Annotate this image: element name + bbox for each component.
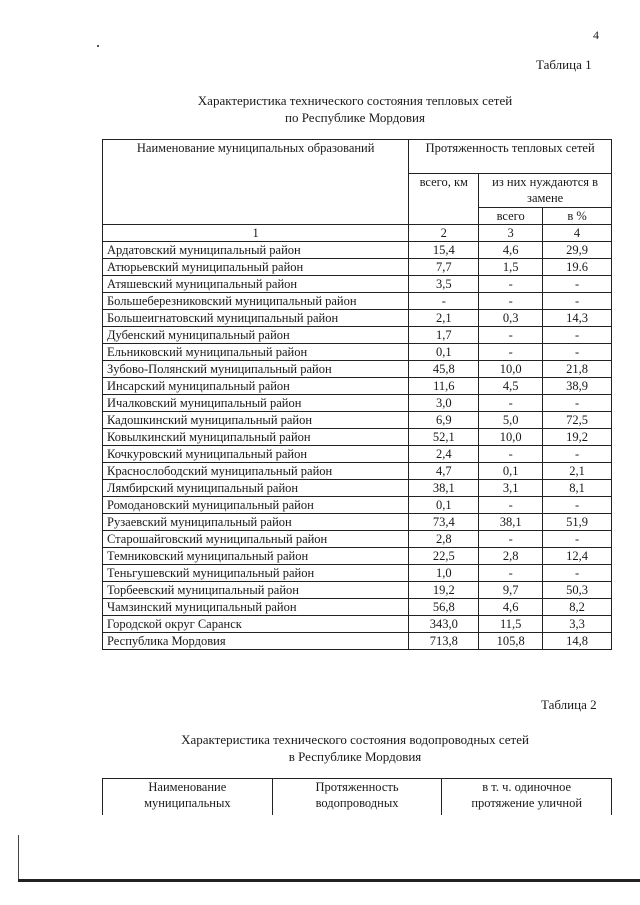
need-replace-total: - bbox=[479, 344, 543, 361]
need-replace-percent: 38,9 bbox=[543, 378, 612, 395]
scan-edge-bottom bbox=[18, 879, 640, 882]
length-total-km: 56,8 bbox=[409, 599, 479, 616]
page-number: 4 bbox=[593, 28, 599, 42]
scan-edge-left bbox=[18, 835, 19, 880]
municipality-name: Ромодановский муниципальный район bbox=[103, 497, 409, 514]
municipality-name: Торбеевский муниципальный район bbox=[103, 582, 409, 599]
municipality-name: Ковылкинский муниципальный район bbox=[103, 429, 409, 446]
municipality-name: Ичалковский муниципальный район bbox=[103, 395, 409, 412]
heating-networks-table bbox=[102, 139, 612, 650]
length-total-km: 22,5 bbox=[409, 548, 479, 565]
table-row bbox=[103, 259, 612, 276]
table-row bbox=[103, 616, 612, 633]
municipality-name: Старошайговский муниципальный район bbox=[103, 531, 409, 548]
length-total-km: 52,1 bbox=[409, 429, 479, 446]
table-row bbox=[103, 531, 612, 548]
table2-title bbox=[100, 731, 610, 765]
header-total: всего bbox=[479, 208, 543, 225]
municipality-name: Ельниковский муниципальный район bbox=[103, 344, 409, 361]
table1-title bbox=[100, 92, 610, 126]
table1-title-line2: по Республике Мордовия bbox=[285, 110, 425, 125]
municipality-name: Зубово-Полянский муниципальный район bbox=[103, 361, 409, 378]
need-replace-total: - bbox=[479, 565, 543, 582]
municipality-name: Дубенский муниципальный район bbox=[103, 327, 409, 344]
table-row bbox=[103, 293, 612, 310]
length-total-km: 1,7 bbox=[409, 327, 479, 344]
table-row bbox=[103, 344, 612, 361]
length-total-km: 1,0 bbox=[409, 565, 479, 582]
length-total-km: 45,8 bbox=[409, 361, 479, 378]
table-row bbox=[103, 480, 612, 497]
table-row bbox=[103, 599, 612, 616]
scan-speck bbox=[97, 45, 99, 47]
table-row bbox=[103, 633, 612, 650]
municipality-name: Городской округ Саранск bbox=[103, 616, 409, 633]
col-number-1: 1 bbox=[103, 225, 409, 242]
municipality-name: Ардатовский муниципальный район bbox=[103, 242, 409, 259]
need-replace-percent: - bbox=[543, 531, 612, 548]
need-replace-total: - bbox=[479, 531, 543, 548]
length-total-km: 2,8 bbox=[409, 531, 479, 548]
table-row bbox=[103, 412, 612, 429]
need-replace-total: - bbox=[479, 327, 543, 344]
need-replace-percent: 51,9 bbox=[543, 514, 612, 531]
need-replace-percent: 29,9 bbox=[543, 242, 612, 259]
need-replace-total: 9,7 bbox=[479, 582, 543, 599]
municipality-name: Кадошкинский муниципальный район bbox=[103, 412, 409, 429]
municipality-name: Большеберезниковский муниципальный район bbox=[103, 293, 409, 310]
table-row bbox=[103, 327, 612, 344]
need-replace-total: 105,8 bbox=[479, 633, 543, 650]
water-networks-table bbox=[102, 778, 612, 815]
need-replace-total: 5,0 bbox=[479, 412, 543, 429]
need-replace-percent: 14,8 bbox=[543, 633, 612, 650]
need-replace-total: 4,5 bbox=[479, 378, 543, 395]
table-row bbox=[103, 276, 612, 293]
municipality-name: Инсарский муниципальный район bbox=[103, 378, 409, 395]
col-number-2: 2 bbox=[409, 225, 479, 242]
table-row bbox=[103, 395, 612, 412]
header-total-km: всего, км bbox=[409, 174, 479, 225]
need-replace-total: 4,6 bbox=[479, 599, 543, 616]
need-replace-percent: 72,5 bbox=[543, 412, 612, 429]
need-replace-total: 10,0 bbox=[479, 361, 543, 378]
need-replace-percent: 19.6 bbox=[543, 259, 612, 276]
length-total-km: 19,2 bbox=[409, 582, 479, 599]
need-replace-total: 2,8 bbox=[479, 548, 543, 565]
need-replace-total: 0,1 bbox=[479, 463, 543, 480]
municipality-name: Атяшевский муниципальный район bbox=[103, 276, 409, 293]
need-replace-percent: - bbox=[543, 344, 612, 361]
length-total-km: 15,4 bbox=[409, 242, 479, 259]
need-replace-percent: 14,3 bbox=[543, 310, 612, 327]
need-replace-percent: - bbox=[543, 327, 612, 344]
table-row bbox=[103, 497, 612, 514]
need-replace-percent: 12,4 bbox=[543, 548, 612, 565]
length-total-km: 7,7 bbox=[409, 259, 479, 276]
length-total-km: 4,7 bbox=[409, 463, 479, 480]
need-replace-total: - bbox=[479, 446, 543, 463]
need-replace-total: 4,6 bbox=[479, 242, 543, 259]
need-replace-percent: 21,8 bbox=[543, 361, 612, 378]
length-total-km: 2,1 bbox=[409, 310, 479, 327]
need-replace-total: - bbox=[479, 395, 543, 412]
table1-title-line1: Характеристика технического состояния тепловых сетей bbox=[197, 93, 513, 108]
col-number-3: 3 bbox=[479, 225, 543, 242]
municipality-name: Темниковский муниципальный район bbox=[103, 548, 409, 565]
need-replace-percent: - bbox=[543, 497, 612, 514]
need-replace-total: 38,1 bbox=[479, 514, 543, 531]
need-replace-total: - bbox=[479, 276, 543, 293]
header-percent: в % bbox=[543, 208, 612, 225]
t2-header-col1-line2: муниципальных bbox=[144, 796, 231, 810]
table-row bbox=[103, 310, 612, 327]
table2-title-line2: в Республике Мордовия bbox=[288, 749, 422, 764]
need-replace-percent: 8,2 bbox=[543, 599, 612, 616]
header-length: Протяженность тепловых сетей bbox=[409, 140, 612, 174]
length-total-km: 6,9 bbox=[409, 412, 479, 429]
need-replace-total: - bbox=[479, 497, 543, 514]
table-row bbox=[103, 548, 612, 565]
need-replace-percent: - bbox=[543, 276, 612, 293]
t2-header-col2 bbox=[272, 779, 442, 815]
need-replace-percent: - bbox=[543, 293, 612, 310]
length-total-km: 713,8 bbox=[409, 633, 479, 650]
table-row bbox=[103, 514, 612, 531]
need-replace-percent: - bbox=[543, 565, 612, 582]
municipality-name: Кочкуровский муниципальный район bbox=[103, 446, 409, 463]
length-total-km: 11,6 bbox=[409, 378, 479, 395]
municipality-name: Республика Мордовия bbox=[103, 633, 409, 650]
need-replace-percent: 3,3 bbox=[543, 616, 612, 633]
table-row bbox=[103, 361, 612, 378]
length-total-km: 0,1 bbox=[409, 497, 479, 514]
municipality-name: Краснослободский муниципальный район bbox=[103, 463, 409, 480]
t2-header-col3-line1: в т. ч. одиночное bbox=[482, 780, 572, 794]
length-total-km: 3,0 bbox=[409, 395, 479, 412]
need-replace-percent: - bbox=[543, 446, 612, 463]
length-total-km: 3,5 bbox=[409, 276, 479, 293]
header-name: Наименование муниципальных образований bbox=[103, 140, 409, 225]
municipality-name: Теньгушевский муниципальный район bbox=[103, 565, 409, 582]
t2-header-col3-line2: протяжение уличной bbox=[471, 796, 583, 810]
table-row bbox=[103, 242, 612, 259]
table1-caption: Таблица 1 bbox=[536, 57, 592, 72]
need-replace-total: 1,5 bbox=[479, 259, 543, 276]
table-row bbox=[103, 429, 612, 446]
length-total-km: - bbox=[409, 293, 479, 310]
t2-header-col1 bbox=[103, 779, 273, 815]
need-replace-percent: 50,3 bbox=[543, 582, 612, 599]
table-row bbox=[103, 463, 612, 480]
need-replace-percent: 2,1 bbox=[543, 463, 612, 480]
t2-header-col2-line1: Протяженность bbox=[315, 780, 399, 794]
length-total-km: 343,0 bbox=[409, 616, 479, 633]
table-row bbox=[103, 582, 612, 599]
need-replace-total: - bbox=[479, 293, 543, 310]
t2-header-col2-line2: водопроводных bbox=[315, 796, 399, 810]
need-replace-percent: 8,1 bbox=[543, 480, 612, 497]
need-replace-percent: - bbox=[543, 395, 612, 412]
municipality-name: Большеигнатовский муниципальный район bbox=[103, 310, 409, 327]
need-replace-total: 3,1 bbox=[479, 480, 543, 497]
need-replace-total: 10,0 bbox=[479, 429, 543, 446]
municipality-name: Чамзинский муниципальный район bbox=[103, 599, 409, 616]
length-total-km: 2,4 bbox=[409, 446, 479, 463]
need-replace-total: 0,3 bbox=[479, 310, 543, 327]
need-replace-total: 11,5 bbox=[479, 616, 543, 633]
municipality-name: Атюрьевский муниципальный район bbox=[103, 259, 409, 276]
length-total-km: 38,1 bbox=[409, 480, 479, 497]
table2-caption: Таблица 2 bbox=[541, 697, 597, 712]
table-row bbox=[103, 446, 612, 463]
t2-header-col3 bbox=[442, 779, 612, 815]
length-total-km: 0,1 bbox=[409, 344, 479, 361]
municipality-name: Рузаевский муниципальный район bbox=[103, 514, 409, 531]
municipality-name: Лямбирский муниципальный район bbox=[103, 480, 409, 497]
header-need-replace: из них нуждаются в замене bbox=[479, 174, 612, 208]
length-total-km: 73,4 bbox=[409, 514, 479, 531]
table-row bbox=[103, 378, 612, 395]
t2-header-col1-line1: Наименование bbox=[148, 780, 227, 794]
table-row bbox=[103, 565, 612, 582]
table2-title-line1: Характеристика технического состояния водопроводных сетей bbox=[181, 732, 529, 747]
need-replace-percent: 19,2 bbox=[543, 429, 612, 446]
col-number-4: 4 bbox=[543, 225, 612, 242]
